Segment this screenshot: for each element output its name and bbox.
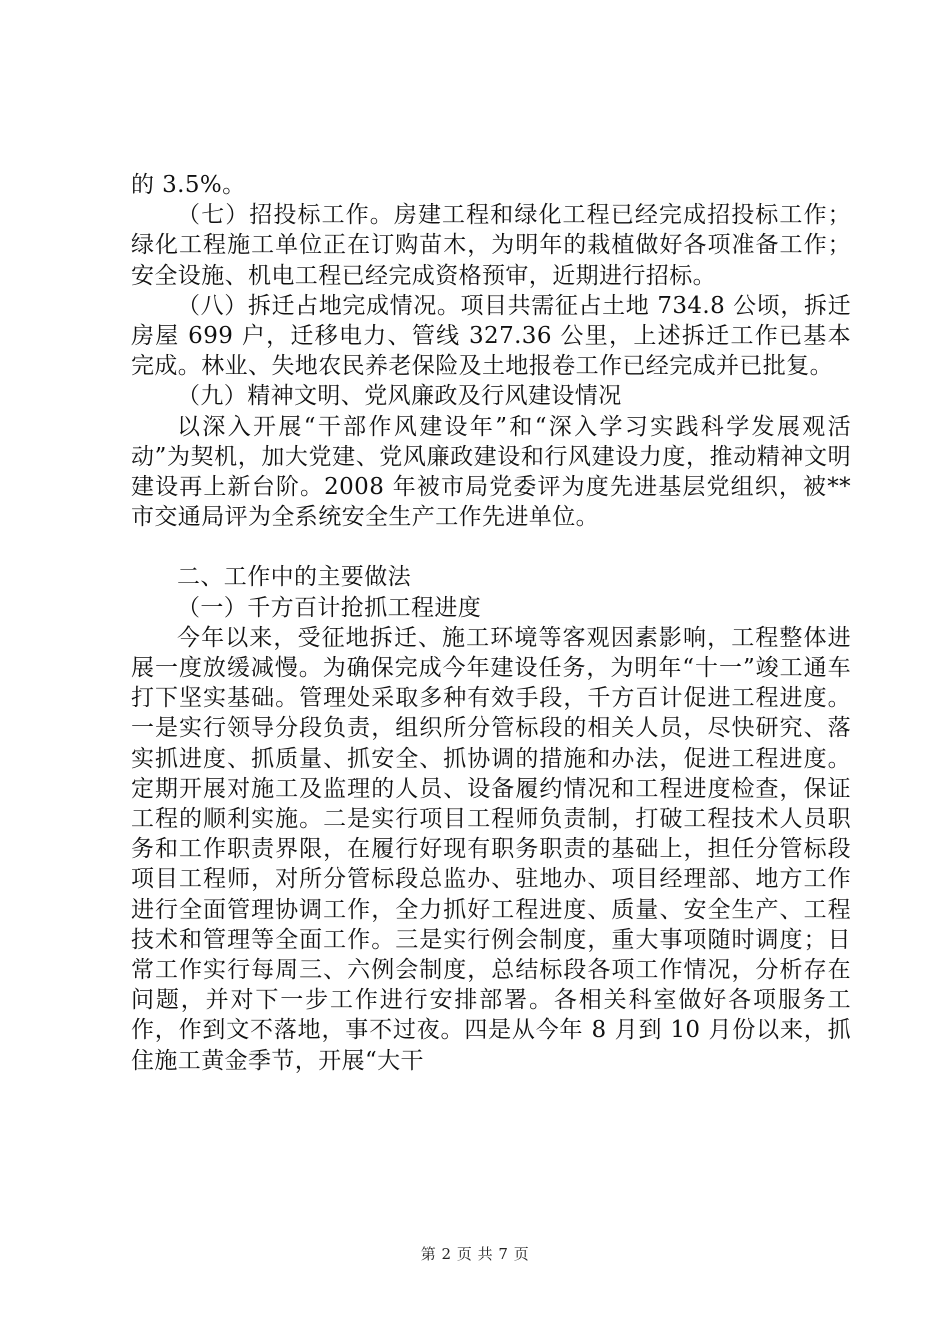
- page-number-footer: 第 2 页 共 7 页: [420, 1245, 530, 1263]
- paragraph-demolition-land: （八）拆迁占地完成情况。项目共需征占土地 734.8 公顷，拆迁房屋 699 户，迁移电力、管线 327.36 公里，上述拆迁工作已基本完成。林业、失地农民养老保险及土地报卷工作已经完成并已批复。: [131, 292, 851, 380]
- subsection-heading-progress: （一）千方百计抢抓工程进度: [177, 594, 482, 621]
- document-body: [131, 170, 851, 1076]
- paragraph-bidding-work: （七）招投标工作。房建工程和绿化工程已经完成招投标工作；绿化工程施工单位正在订购苗木，为明年的栽植做好各项准备工作；安全设施、机电工程已经完成资格预审，近期进行招标。: [131, 202, 851, 289]
- section-heading-main-practices: 二、工作中的主要做法: [177, 564, 411, 591]
- paragraph-progress-measures: 今年以来，受征地拆迁、施工环境等客观因素影响，工程整体进展一度放缓减慢。为确保完成今年建设任务，为明年“十一”竣工通车打下坚实基础。管理处采取多种有效手段，千方百计促进工程进度。一是实行领导分段负责，组织所分管标段的相关人员，尽快研究、落实抓进度、抓质量、抓安全、抓协调的措施和办法，促进工程进度。定期开展对施工及监理的人员、设备履约情况和工程进度检查，保证工程的顺利实施。二是实行项目工程师负责制，打破工程技术人员职务和工作职责界限，在履行好现有职务职责的基础上，担任分管标段项目工程师，对所分管标段总监办、驻地办、项目经理部、地方工作进行全面管理协调工作，全力抓好工程进度、质量、安全生产、工程技术和管理等全面工作。三是实行例会制度，重大事项随时调度；日常工作实行每周三、六例会制度，总结标段各项工作情况，分析存在问题，并对下一步工作进行安排部署。各相关科室做好各项服务工作，作到文不落地，事不过夜。四是从今年 8 月到 10 月份以来，抓住施工黄金季节，开展“大干: [131, 624, 851, 1074]
- paragraph-continuation: 的 3.5%。: [131, 172, 246, 198]
- paragraph-party-building: 以深入开展“干部作风建设年”和“深入学习实践科学发展观活动”为契机，加大党建、党风廉政建设和行风建设力度，推动精神文明建设再上新台阶。2008 年被市局党委评为度先进基层党组织，被**市交通局评为全系统安全生产工作先进单位。: [131, 413, 851, 531]
- paragraph-heading-civilization: （九）精神文明、党风廉政及行风建设情况: [177, 383, 622, 410]
